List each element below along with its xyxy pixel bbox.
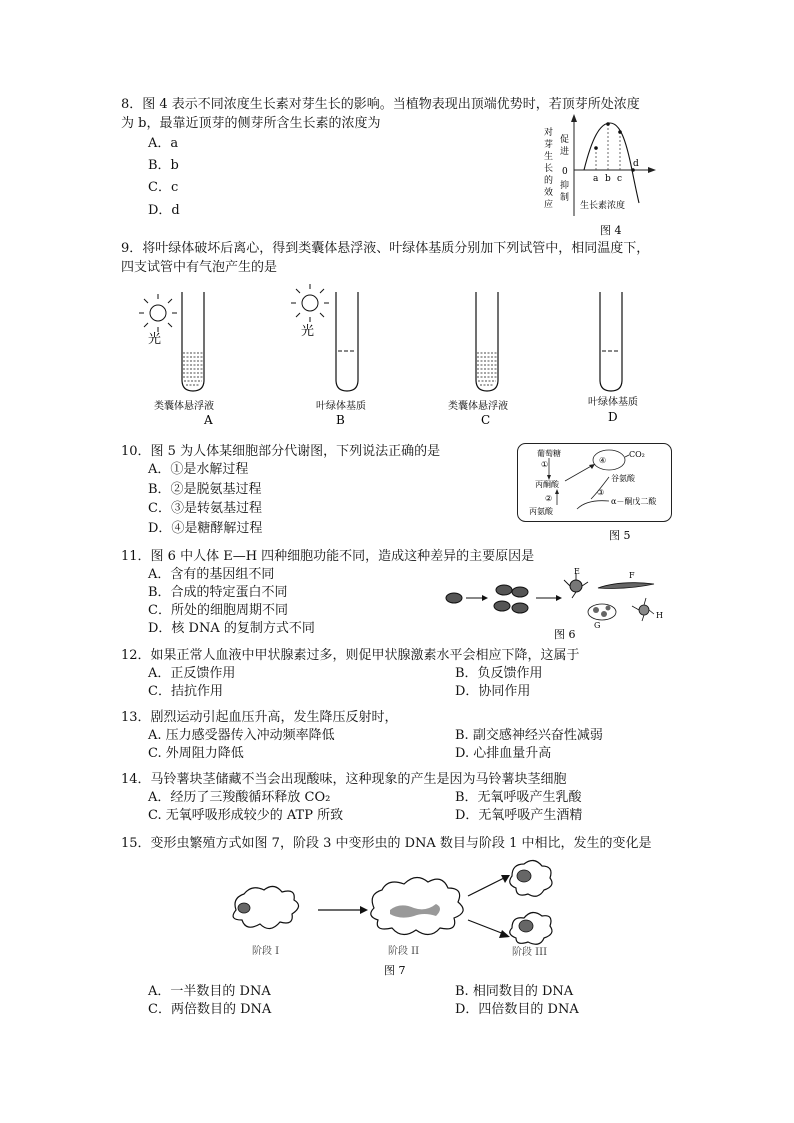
q13-option-b: B. 副交感神经兴奋性减弱 <box>455 728 603 743</box>
fig6-caption: 图 6 <box>554 628 576 641</box>
tube-a-label: 类囊体悬浮液 <box>154 401 214 412</box>
q15-option-b: B. 相同数目的 DNA <box>455 984 574 999</box>
fig5-co2: CO₂ <box>629 450 645 459</box>
fig6-label-h: H <box>656 611 663 620</box>
figure5-metabolism <box>517 443 677 543</box>
fig4-ylabel-char: 应 <box>544 200 554 210</box>
fig5-n3: ③ <box>597 488 605 497</box>
fig5-n4: ④ <box>599 456 607 465</box>
fig4-point-a: a <box>593 174 599 184</box>
fig6-label-g: G <box>594 621 601 630</box>
fig5-ketoglutarate: α－酮戊二酸 <box>611 497 657 506</box>
q14-option-d: D．无氧呼吸产生酒精 <box>455 808 583 823</box>
light-label-b: 光 <box>301 324 315 339</box>
q10-stem: 10．图 5 为人体某细胞部分代谢图，下列说法正确的是 <box>121 444 441 459</box>
fig4-ylabel-char: 生 <box>544 152 554 162</box>
q13-option-c: C. 外周阻力降低 <box>148 746 244 761</box>
q11-stem: 11．图 6 中人体 E—H 四种细胞功能不同，造成这种差异的主要原因是 <box>121 549 535 564</box>
q14-option-a: A．经历了三羧酸循环释放 CO₂ <box>148 790 331 805</box>
q10-option-a: A．①是水解过程 <box>148 462 249 477</box>
q13-option-d: D. 心排血量升高 <box>455 746 552 761</box>
fig5-glutamate: 谷氨酸 <box>611 474 635 483</box>
q12-option-b: B．负反馈作用 <box>455 666 543 681</box>
tube-b-letter: B <box>336 413 345 427</box>
fig5-caption: 图 5 <box>609 529 631 542</box>
fig4-promote-char: 进 <box>560 147 570 157</box>
q15-option-c: C．两倍数目的 DNA <box>148 1002 272 1017</box>
figure6-cell-differentiation <box>440 566 680 642</box>
fig4-xlabel: 生长素浓度 <box>580 201 626 211</box>
fig4-inhibit-char: 抑 <box>560 181 570 191</box>
fig4-promote-char: 促 <box>560 135 570 145</box>
q8-option-a: A．a <box>148 136 179 151</box>
fig5-n1: ① <box>541 460 549 469</box>
q10-option-d: D．④是糖酵解过程 <box>148 521 263 536</box>
q10-option-c: C．③是转氨基过程 <box>148 501 262 516</box>
q8-option-b: B．b <box>148 158 179 173</box>
fig7-caption: 图 7 <box>384 964 406 977</box>
sun-icon <box>291 284 329 322</box>
fig4-ylabel-char: 长 <box>544 164 554 174</box>
q15-option-a: A．一半数目的 DNA <box>148 984 271 999</box>
q8-option-d: D．d <box>148 203 180 218</box>
fig4-zero: 0 <box>562 167 568 177</box>
q11-option-a: A．含有的基因组不同 <box>148 567 275 582</box>
tube-b-label: 叶绿体基质 <box>316 401 366 412</box>
fig7-stage1: 阶段 I <box>252 946 280 957</box>
fig7-stage3: 阶段 III <box>512 947 548 958</box>
q14-option-c: C. 无氧呼吸形成较少的 ATP 所致 <box>148 808 344 823</box>
fig4-ylabel-char: 对 <box>544 128 554 138</box>
q15-option-d: D．四倍数目的 DNA <box>455 1002 579 1017</box>
fig7-stage2: 阶段 II <box>388 946 420 957</box>
q13-option-a: A. 压力感受器传入冲动频率降低 <box>148 728 335 743</box>
figure-test-tubes <box>130 285 690 430</box>
figure4-growth-curve <box>540 118 680 238</box>
q8-stem-line2: 为 b，最靠近顶芽的侧芽所含生长素的浓度为 <box>121 116 381 131</box>
q12-option-d: D．协同作用 <box>455 684 531 699</box>
figure7-amoeba-division <box>222 858 572 980</box>
light-label-a: 光 <box>148 332 162 347</box>
q11-option-d: D．核 DNA 的复制方式不同 <box>148 621 315 636</box>
tube-c-letter: C <box>481 413 491 427</box>
fig4-point-c: c <box>617 174 623 184</box>
fig4-ylabel-char: 的 <box>544 176 554 186</box>
tube-a-letter: A <box>204 413 213 427</box>
fig6-label-e: E <box>574 567 580 576</box>
q8-stem-line1: 8．图 4 表示不同浓度生长素对芽生长的影响。当植物表现出顶端优势时，若顶芽所处浓度 <box>121 97 640 112</box>
q9-stem-line2: 四支试管中有气泡产生的是 <box>121 260 278 275</box>
fig6-label-f: F <box>629 571 635 580</box>
q11-option-b: B．合成的特定蛋白不同 <box>148 585 288 600</box>
tube-d-letter: D <box>608 410 618 424</box>
fig5-glucose: 葡萄糖 <box>537 449 561 458</box>
fig4-caption: 图 4 <box>600 224 622 237</box>
q12-option-a: A．正反馈作用 <box>148 666 236 681</box>
tube-c-label: 类囊体悬浮液 <box>448 401 508 412</box>
q13-stem: 13．剧烈运动引起血压升高，发生降压反射时， <box>121 710 398 725</box>
q8-option-c: C．c <box>148 180 179 195</box>
sun-icon <box>139 294 177 332</box>
fig5-n2: ② <box>545 494 553 503</box>
fig4-inhibit-char: 制 <box>560 193 570 203</box>
q11-option-c: C．所处的细胞周期不同 <box>148 603 288 618</box>
fig4-ylabel-char: 芽 <box>544 140 554 150</box>
q14-option-b: B．无氧呼吸产生乳酸 <box>455 790 582 805</box>
q12-stem: 12．如果正常人血液中甲状腺素过多，则促甲状腺激素水平会相应下降，这属于 <box>121 648 580 663</box>
fig4-ylabel-char: 效 <box>544 188 554 198</box>
tube-d-label: 叶绿体基质 <box>588 397 638 408</box>
q15-stem: 15．变形虫繁殖方式如图 7，阶段 3 中变形虫的 DNA 数目与阶段 1 中相比，发生的变化是 <box>121 836 652 851</box>
fig4-point-d: d <box>633 159 639 169</box>
q10-option-b: B．②是脱氨基过程 <box>148 482 262 497</box>
q12-option-c: C．拮抗作用 <box>148 684 223 699</box>
q14-stem: 14．马铃薯块茎储藏不当会出现酸味，这种现象的产生是因为马铃薯块茎细胞 <box>121 772 567 787</box>
q9-stem-line1: 9．将叶绿体破坏后离心，得到类囊体悬浮液、叶绿体基质分别加下列试管中，相同温度下， <box>121 241 650 256</box>
fig4-point-b: b <box>605 174 611 184</box>
fig5-alanine: 丙氨酸 <box>529 507 553 516</box>
fig5-pyruvate: 丙酮酸 <box>535 480 559 489</box>
